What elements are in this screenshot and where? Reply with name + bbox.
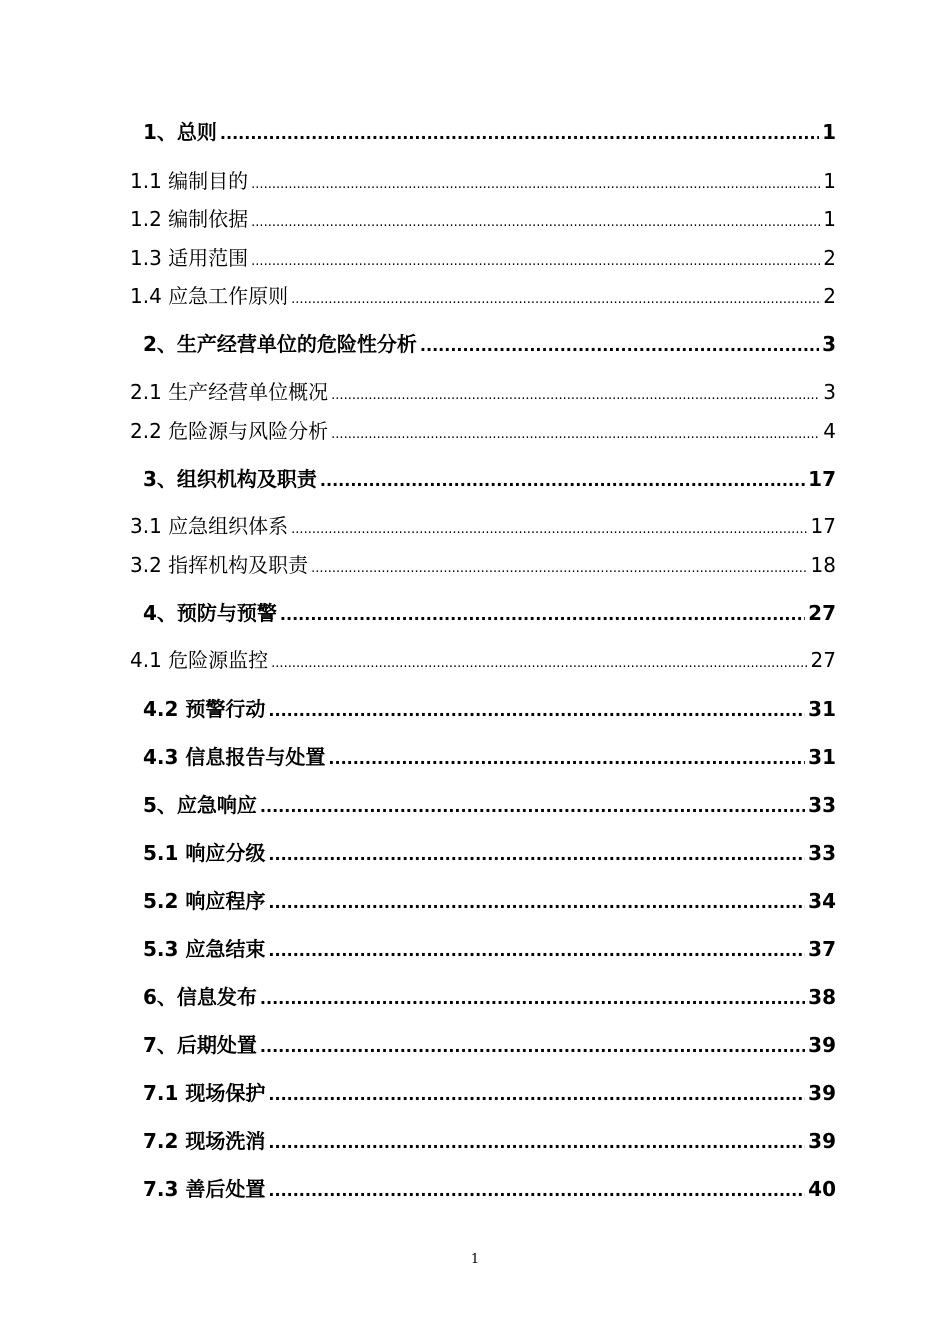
toc-dot-leader — [328, 751, 805, 767]
toc-entry[interactable] — [143, 987, 836, 1007]
toc-entry[interactable] — [143, 795, 836, 815]
toc-dot-leader — [268, 943, 805, 959]
toc-dot-leader — [220, 126, 819, 142]
toc-entry-page: 33 — [808, 793, 836, 817]
toc-dot-leader — [251, 216, 820, 229]
toc-entry-label: 1.2 编制依据 — [130, 207, 249, 231]
toc-entry-label: 7.1 现场保护 — [143, 1081, 266, 1105]
page-number: 1 — [470, 1252, 480, 1267]
toc-dot-leader — [251, 178, 820, 191]
toc-entry-label: 2.2 危险源与风险分析 — [130, 419, 329, 443]
toc-entry-label: 3、组织机构及职责 — [143, 467, 317, 491]
toc-entry[interactable] — [143, 1083, 836, 1103]
toc-entry[interactable] — [130, 209, 836, 229]
toc-entry-label: 5.2 响应程序 — [143, 889, 266, 913]
toc-entry-page: 17 — [808, 467, 836, 491]
toc-entry-page: 2 — [823, 284, 836, 308]
toc-entry[interactable] — [143, 122, 836, 142]
toc-entry-label: 4.1 危险源监控 — [130, 648, 269, 672]
toc-entry[interactable] — [143, 939, 836, 959]
toc-entry-label: 1.3 适用范围 — [130, 246, 249, 270]
toc-entry-page: 39 — [808, 1129, 836, 1153]
toc-entry[interactable] — [130, 516, 836, 536]
toc-entry-page: 4 — [823, 419, 836, 443]
toc-entry-label: 5、应急响应 — [143, 793, 257, 817]
toc-dot-leader — [268, 895, 805, 911]
toc-dot-leader — [268, 1087, 805, 1103]
toc-dot-leader — [420, 338, 819, 354]
toc-entry[interactable] — [130, 555, 836, 575]
toc-dot-leader — [260, 1039, 805, 1055]
toc-entry-page: 2 — [823, 246, 836, 270]
toc-entry-page: 3 — [822, 332, 836, 356]
toc-entry-page: 18 — [810, 553, 836, 577]
toc-entry-page: 37 — [808, 937, 836, 961]
toc-entry-label: 4、预防与预警 — [143, 601, 277, 625]
toc-entry-page: 31 — [808, 745, 836, 769]
toc-dot-leader — [320, 473, 805, 489]
toc-entry-page: 1 — [823, 207, 836, 231]
toc-entry-label: 6、信息发布 — [143, 985, 257, 1009]
toc-entry-page: 39 — [808, 1081, 836, 1105]
toc-entry-label: 7.3 善后处置 — [143, 1177, 266, 1201]
toc-entry[interactable] — [143, 469, 836, 489]
toc-entry-label: 3.1 应急组织体系 — [130, 514, 289, 538]
toc-dot-leader — [280, 607, 805, 623]
toc-entry-page: 40 — [808, 1177, 836, 1201]
toc-entry[interactable] — [143, 1131, 836, 1151]
toc-entry-page: 27 — [808, 601, 836, 625]
toc-dot-leader — [260, 799, 805, 815]
toc-entry[interactable] — [143, 747, 836, 767]
toc-entry-page: 33 — [808, 841, 836, 865]
toc-dot-leader — [268, 847, 805, 863]
toc-entry-label: 7.2 现场洗消 — [143, 1129, 266, 1153]
toc-entry[interactable] — [130, 382, 836, 402]
toc-dot-leader — [291, 293, 820, 306]
toc-entry-page: 27 — [810, 648, 836, 672]
toc-dot-leader — [331, 389, 820, 402]
toc-entry-label: 4.3 信息报告与处置 — [143, 745, 326, 769]
toc-entry-page: 1 — [822, 120, 836, 144]
toc-entry-page: 3 — [823, 380, 836, 404]
toc-entry-label: 5.3 应急结束 — [143, 937, 266, 961]
toc-entry-label: 1、总则 — [143, 120, 217, 144]
toc-dot-leader — [271, 657, 807, 670]
toc-dot-leader — [268, 703, 805, 719]
toc-entry-label: 3.2 指挥机构及职责 — [130, 553, 309, 577]
toc-entry-page: 17 — [810, 514, 836, 538]
toc-entry-label: 1.1 编制目的 — [130, 169, 249, 193]
toc-entry-label: 1.4 应急工作原则 — [130, 284, 289, 308]
toc-dot-leader — [260, 991, 805, 1007]
toc-entry[interactable] — [143, 1035, 836, 1055]
toc-entry-label: 2、生产经营单位的危险性分析 — [143, 332, 417, 356]
toc-dot-leader — [268, 1135, 805, 1151]
toc-entry[interactable] — [143, 334, 836, 354]
toc-entry-label: 7、后期处置 — [143, 1033, 257, 1057]
toc-dot-leader — [251, 255, 820, 268]
toc-entry[interactable] — [130, 248, 836, 268]
toc-entry[interactable] — [143, 891, 836, 911]
toc-entry[interactable] — [143, 843, 836, 863]
toc-dot-leader — [311, 562, 807, 575]
toc-entry-page: 34 — [808, 889, 836, 913]
toc-entry[interactable] — [143, 603, 836, 623]
toc-entry-page: 1 — [823, 169, 836, 193]
toc-dot-leader — [268, 1183, 805, 1199]
toc-entry-page: 39 — [808, 1033, 836, 1057]
toc-entry[interactable] — [143, 1179, 836, 1199]
toc-entry[interactable] — [130, 421, 836, 441]
toc-dot-leader — [331, 428, 820, 441]
toc-entry[interactable] — [130, 171, 836, 191]
toc-entry-label: 4.2 预警行动 — [143, 697, 266, 721]
toc-entry[interactable] — [130, 286, 836, 306]
toc-dot-leader — [291, 523, 807, 536]
toc-entry[interactable] — [130, 650, 836, 670]
toc-entry-page: 38 — [808, 985, 836, 1009]
toc-entry-page: 31 — [808, 697, 836, 721]
toc-entry-label: 2.1 生产经营单位概况 — [130, 380, 329, 404]
toc-entry[interactable] — [143, 699, 836, 719]
toc-entry-label: 5.1 响应分级 — [143, 841, 266, 865]
